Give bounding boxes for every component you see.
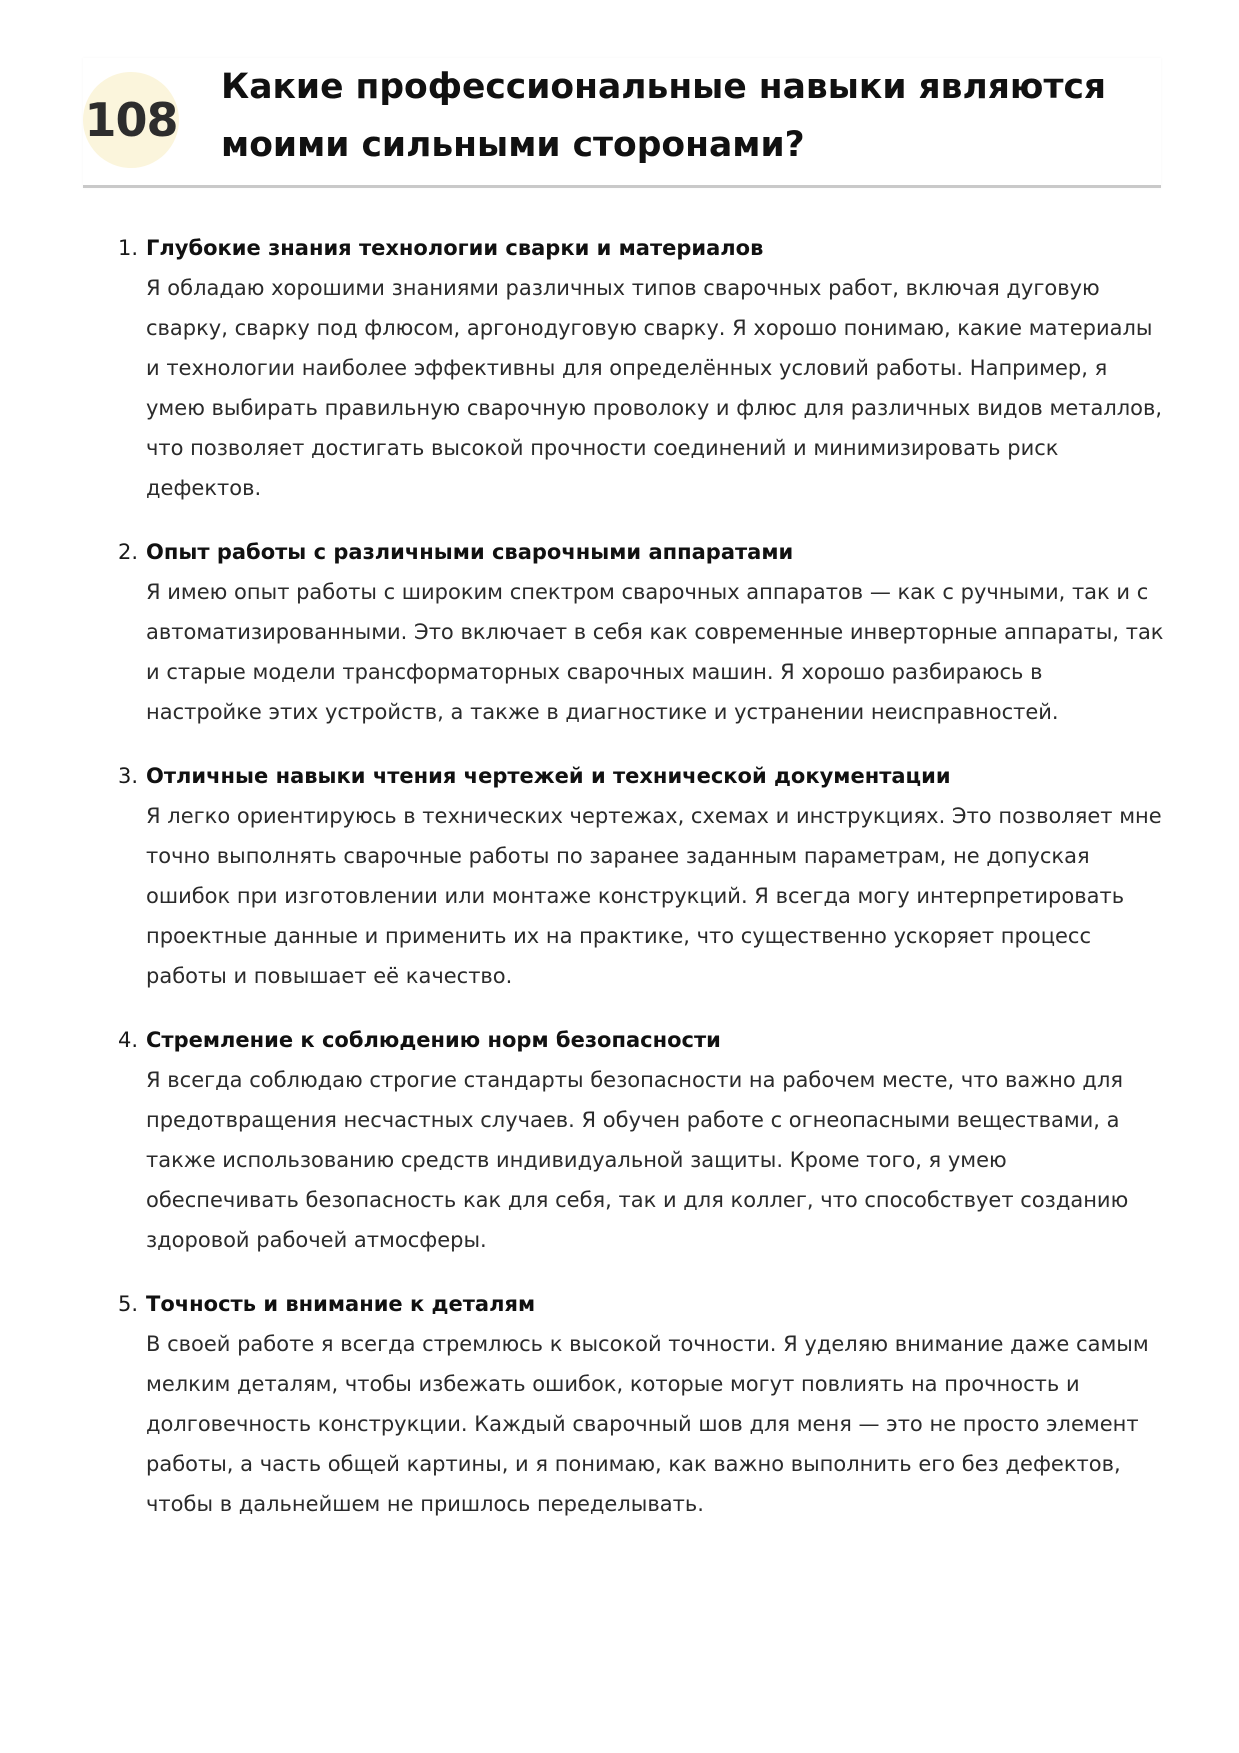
item-heading: Опыт работы с различными сварочными аппаратами — [146, 540, 794, 564]
item-text: Я всегда соблюдаю строгие стандарты безопасности на рабочем месте, что важно для предотвращения несчастных случаев. Я обучен работе с огнеопасными веществами, а также использованию средств индивидуальной защиты. Кроме того, я умею обеспечивать безопасность как для себя, так и для коллег, что способствует созданию здоровой рабочей атмосферы. — [146, 1068, 1129, 1252]
question-header — [83, 58, 1161, 188]
item-number: 1. — [118, 236, 139, 260]
question-number-badge: 108 — [83, 72, 179, 168]
item-number: 4. — [118, 1028, 139, 1052]
list-item — [118, 532, 1164, 732]
skills-list — [118, 228, 1164, 1548]
list-item — [118, 756, 1164, 996]
item-number: 5. — [118, 1292, 139, 1316]
item-text: Я легко ориентируюсь в технических чертежах, схемах и инструкциях. Это позволяет мне точно выполнять сварочные работы по заранее заданным параметрам, не допуская ошибок при изготовлении или монтаже конструкций. Я всегда могу интерпретировать проектные данные и применить их на практике, что существенно ускоряет процесс работы и повышает её качество. — [146, 804, 1162, 988]
item-number: 2. — [118, 540, 139, 564]
item-text: В своей работе я всегда стремлюсь к высокой точности. Я уделяю внимание даже самым мелким деталям, чтобы избежать ошибок, которые могут повлиять на прочность и долговечность конструкции. Каждый сварочный шов для меня — это не просто элемент работы, а часть общей картины, и я понимаю, как важно выполнить его без дефектов, чтобы в дальнейшем не пришлось переделывать. — [146, 1332, 1149, 1516]
item-heading: Отличные навыки чтения чертежей и технической документации — [146, 764, 951, 788]
item-number: 3. — [118, 764, 139, 788]
list-item — [118, 1284, 1164, 1524]
item-heading: Стремление к соблюдению норм безопасности — [146, 1028, 721, 1052]
item-heading: Точность и внимание к деталям — [146, 1292, 536, 1316]
item-text: Я имею опыт работы с широким спектром сварочных аппаратов — как с ручными, так и с автоматизированными. Это включает в себя как современные инверторные аппараты, так и старые модели трансформаторных сварочных машин. Я хорошо разбираюсь в настройке этих устройств, а также в диагностике и устранении неисправностей. — [146, 580, 1164, 724]
item-text: Я обладаю хорошими знаниями различных типов сварочных работ, включая дуговую сварку, сварку под флюсом, аргонодуговую сварку. Я хорошо понимаю, какие материалы и технологии наиболее эффективны для определённых условий работы. Например, я умею выбирать правильную сварочную проволоку и флюс для различных видов металлов, что позволяет достигать высокой прочности соединений и минимизировать риск дефектов. — [146, 276, 1163, 500]
list-item — [118, 1020, 1164, 1260]
item-heading: Глубокие знания технологии сварки и материалов — [146, 236, 764, 260]
question-title: Какие профессиональные навыки являются моими сильными сторонами? — [221, 67, 1107, 165]
list-item — [118, 228, 1164, 508]
